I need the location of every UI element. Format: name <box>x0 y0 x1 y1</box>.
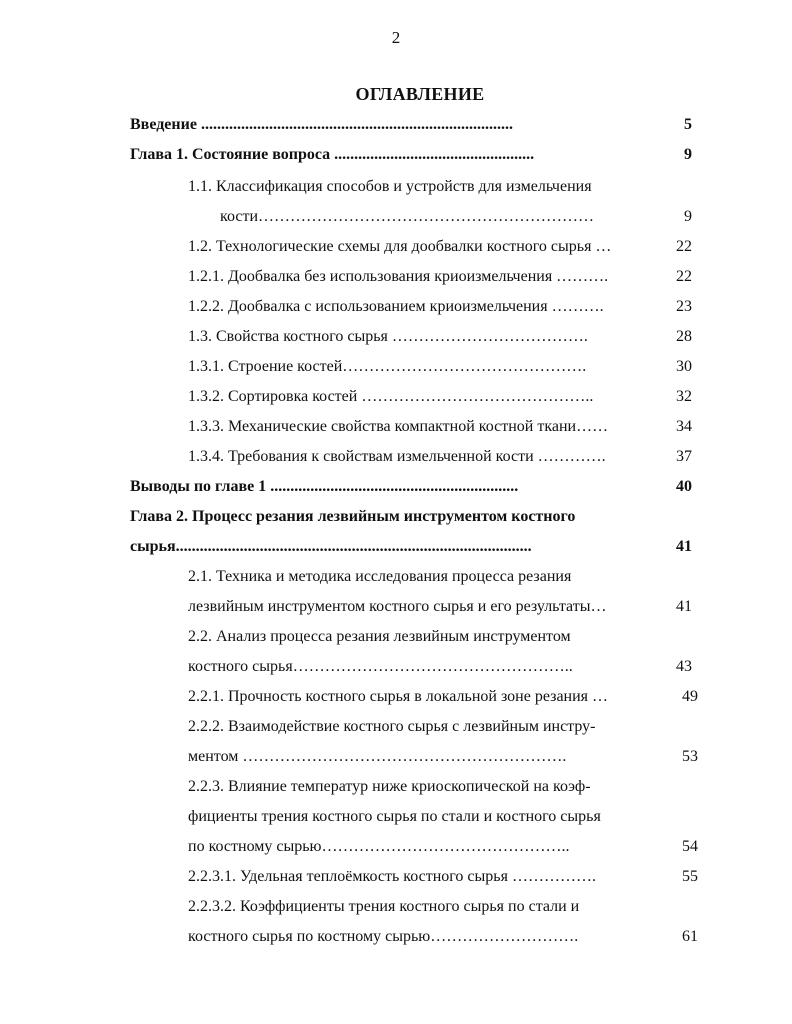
toc-page-number: 49 <box>682 688 698 705</box>
toc-entry-1-2-2: 1.2.2. Дообвалка с использованием криоизмельчения ………. <box>188 298 604 315</box>
toc-entry-1-3-1: 1.3.1. Строение костей………………………………………. <box>188 358 587 375</box>
toc-page-number: 9 <box>684 208 692 225</box>
toc-entry-1-2: 1.2. Технологические схемы для дообвалки костного сырья … <box>188 238 612 255</box>
toc-entry-2-2-cont: костного сырья…………………………………………….. <box>188 658 573 675</box>
toc-entry-1-3-4: 1.3.4. Требования к свойствам измельченной кости …………. <box>188 448 606 465</box>
toc-entry-2-2-2: 2.2.2. Взаимодействие костного сырья с лезвийным инстру- <box>188 718 596 735</box>
toc-entry-1-3-3: 1.3.3. Механические свойства компактной костной ткани…… <box>188 418 609 435</box>
toc-entry-chapter-2: Глава 2. Процесс резания лезвийным инструментом костного <box>130 508 576 525</box>
toc-entry-chapter-1: Глава 1. Состояние вопроса .................................................. <box>130 146 535 163</box>
toc-page-number: 30 <box>676 358 692 375</box>
toc-page-number: 23 <box>676 298 692 315</box>
toc-entry-1-3: 1.3. Свойства костного сырья ………………………………. <box>188 328 588 345</box>
toc-page-number: 55 <box>682 868 698 885</box>
toc-page-number: 9 <box>684 146 692 163</box>
toc-page-number: 43 <box>676 658 692 675</box>
toc-entry-1-3-2: 1.3.2. Сортировка костей …………………………………….. <box>188 388 594 405</box>
toc-entry-2-2-3-cont: фициенты трения костного сырья по стали и костного сырья <box>188 808 601 825</box>
toc-entry-2-1: 2.1. Техника и методика исследования процесса резания <box>188 568 572 585</box>
toc-page-number: 41 <box>676 538 692 555</box>
toc-page-number: 53 <box>682 748 698 765</box>
toc-page-number: 22 <box>676 268 692 285</box>
page-title: ОГЛАВЛЕНИЕ <box>355 84 485 104</box>
toc-page-number: 40 <box>676 478 692 495</box>
toc-entry-2-2-3-2-cont: костного сырья по костному сырью………………………. <box>188 928 579 945</box>
toc-entry-chapter-1-conclusions: Выводы по главе 1 .............................................................. <box>130 478 519 495</box>
toc-page-number: 22 <box>676 238 692 255</box>
toc-page-number: 41 <box>676 598 692 615</box>
toc-page-number: 54 <box>682 838 698 855</box>
toc-entry-2-2: 2.2. Анализ процесса резания лезвийным инструментом <box>188 628 571 645</box>
toc-entry-1-1: 1.1. Классификация способов и устройств для измельчения <box>188 178 592 195</box>
toc-entry-2-2-3: 2.2.3. Влияние температур ниже криоскопической на коэф- <box>188 778 591 795</box>
page-number: 2 <box>391 28 401 47</box>
toc-entry-chapter-2-cont: сырья......................................................................................... <box>130 538 532 555</box>
toc-entry-2-2-1: 2.2.1. Прочность костного сырья в локальной зоне резания … <box>188 688 609 705</box>
toc-page-number: 28 <box>676 328 692 345</box>
toc-entry-introduction: Введение .............................................................................. <box>130 116 513 133</box>
toc-entry-2-1-cont: лезвийным инструментом костного сырья и его результаты… <box>188 598 607 615</box>
toc-entry-2-2-2-cont: ментом ……………………………………………………. <box>188 748 567 765</box>
toc-entry-2-2-3-cont: по костному сырью……………………………………….. <box>188 838 570 855</box>
toc-entry-1-1-cont: кости……………………………………………………… <box>220 208 595 225</box>
toc-entry-2-2-3-1: 2.2.3.1. Удельная теплоёмкость костного сырья ……………. <box>188 868 596 885</box>
toc-page-number: 34 <box>676 418 692 435</box>
toc-entry-1-2-1: 1.2.1. Дообвалка без использования криоизмельчения ………. <box>188 268 609 285</box>
toc-entry-2-2-3-2: 2.2.3.2. Коэффициенты трения костного сырья по стали и <box>188 898 580 915</box>
toc-page-number: 61 <box>682 928 698 945</box>
toc-page-number: 37 <box>676 448 692 465</box>
toc-page-number: 5 <box>684 116 692 133</box>
toc-page-number: 32 <box>676 388 692 405</box>
